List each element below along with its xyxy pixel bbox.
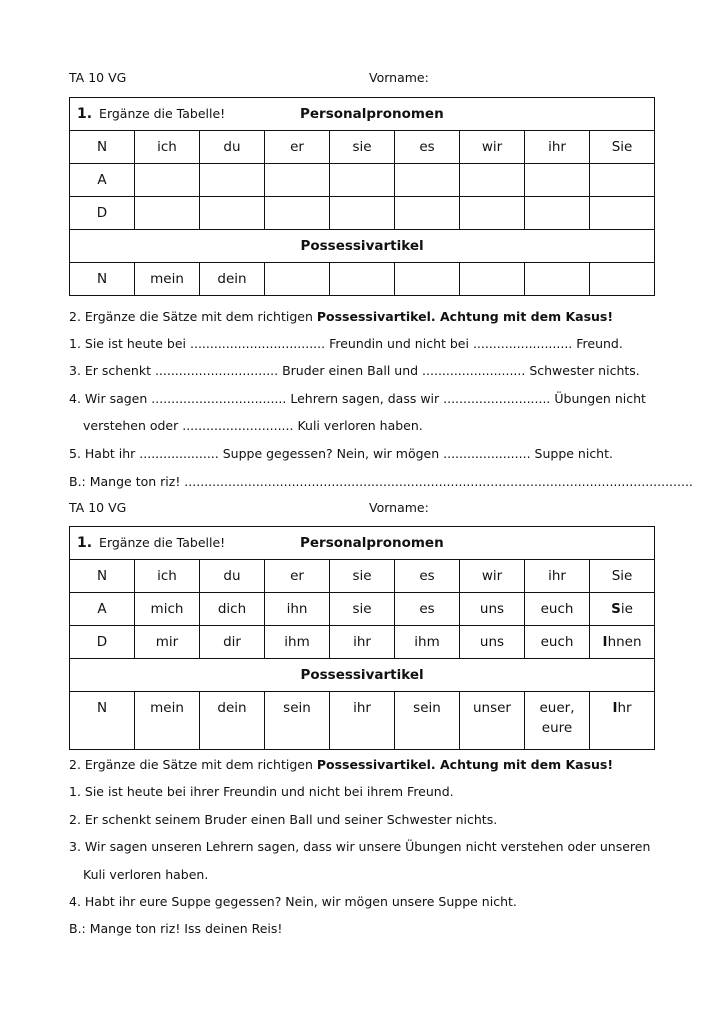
table-cell: unser <box>460 692 525 750</box>
answer-cell[interactable] <box>590 263 655 296</box>
answer-cell[interactable] <box>200 164 265 197</box>
sentence-blank: 5. Habt ihr .................... Suppe gegessen? Nein, wir mögen ...................... Suppe nicht. <box>69 446 613 461</box>
table-heading: Personalpronomen <box>300 535 444 551</box>
table-cell-formal: Ihnen <box>590 626 655 659</box>
sentence-solution: 1. Sie ist heute bei ihrer Freundin und nicht bei ihrem Freund. <box>69 784 454 799</box>
table-cell: ihr <box>525 131 590 164</box>
table-cell: sein <box>395 692 460 750</box>
table-cell: uns <box>460 593 525 626</box>
table-cell: mir <box>135 626 200 659</box>
table-row-nominative <box>70 131 655 164</box>
table-cell: er <box>265 560 330 593</box>
table-cell: sie <box>330 560 395 593</box>
answer-cell[interactable] <box>590 164 655 197</box>
capital-letter: S <box>611 601 621 617</box>
table-cell: sie <box>330 593 395 626</box>
table-cell: wir <box>460 131 525 164</box>
exercise-instruction: Ergänze die Tabelle! <box>99 535 226 550</box>
table-cell: es <box>395 593 460 626</box>
cell-line: eure <box>541 720 573 736</box>
sentence-solution: 2. Er schenkt seinem Bruder einen Ball und seiner Schwester nichts. <box>69 812 498 827</box>
answer-cell[interactable] <box>265 197 330 230</box>
instruction-bold-text: Possessivartikel. Achtung mit dem Kasus! <box>316 757 614 772</box>
table-cell: ich <box>135 131 200 164</box>
table-cell: N <box>70 560 135 593</box>
table-cell: ihr <box>330 692 395 750</box>
answer-cell[interactable] <box>460 197 525 230</box>
table-cell: Sie <box>590 131 655 164</box>
row-label: A <box>70 593 135 626</box>
exercise2-instruction <box>69 309 613 324</box>
sentence-blank-continued: verstehen oder ............................ Kuli verloren haben. <box>83 418 423 433</box>
table-cell: mich <box>135 593 200 626</box>
table-row-dative <box>70 626 655 659</box>
table-title-row <box>70 98 655 131</box>
section-heading-possessive: Possessivartikel <box>70 659 655 692</box>
table-cell: dir <box>200 626 265 659</box>
instruction-text: 2. Ergänze die Sätze mit dem richtigen <box>69 757 317 772</box>
table-cell: es <box>395 131 460 164</box>
answer-cell[interactable] <box>330 263 395 296</box>
table-cell: sein <box>265 692 330 750</box>
table-cell: dein <box>200 263 265 296</box>
answer-cell[interactable] <box>395 197 460 230</box>
instruction-text: 2. Ergänze die Sätze mit dem richtigen <box>69 309 317 324</box>
table-cell-euer <box>525 692 590 750</box>
answer-cell[interactable] <box>135 197 200 230</box>
row-label: D <box>70 626 135 659</box>
answer-cell[interactable] <box>200 197 265 230</box>
table-section-row <box>70 659 655 692</box>
answer-cell[interactable] <box>395 164 460 197</box>
answer-cell[interactable] <box>330 197 395 230</box>
table-cell: ihm <box>395 626 460 659</box>
table-row-accusative <box>70 593 655 626</box>
sentence-blank: 4. Wir sagen .................................. Lehrern sagen, dass wir ........................... Übungen nicht <box>69 391 646 406</box>
table-cell: uns <box>460 626 525 659</box>
answer-cell[interactable] <box>525 263 590 296</box>
table-section-row <box>70 230 655 263</box>
header-firstname-label: Vorname: <box>369 500 429 515</box>
row-label: A <box>70 164 135 197</box>
table-cell: es <box>395 560 460 593</box>
pronoun-table-blank <box>69 97 655 296</box>
table-cell: er <box>265 131 330 164</box>
table-cell: Sie <box>590 560 655 593</box>
table-title-row <box>70 527 655 560</box>
sentence-solution: B.: Mange ton riz! Iss deinen Reis! <box>69 921 283 936</box>
answer-cell[interactable] <box>395 263 460 296</box>
table-cell: euch <box>525 593 590 626</box>
table-cell: mein <box>135 263 200 296</box>
answer-cell[interactable] <box>265 164 330 197</box>
sentence-blank: 1. Sie ist heute bei .................................. Freundin und nicht bei ......................... Freund. <box>69 336 623 351</box>
pronoun-table-solution <box>69 526 655 750</box>
table-cell-formal: Ihr <box>590 692 655 750</box>
table-cell: ihr <box>525 560 590 593</box>
sentence-blank: B.: Mange ton riz! ................................................................................................................................ <box>69 474 693 489</box>
table-row-dative <box>70 197 655 230</box>
instruction-bold-text: Possessivartikel. Achtung mit dem Kasus! <box>316 309 614 324</box>
table-cell: dich <box>200 593 265 626</box>
table-cell: mein <box>135 692 200 750</box>
capital-letter: I <box>602 634 608 650</box>
table-cell: du <box>200 560 265 593</box>
answer-cell[interactable] <box>460 164 525 197</box>
table-heading: Personalpronomen <box>300 106 444 122</box>
capital-letter: I <box>612 700 618 716</box>
answer-cell[interactable] <box>460 263 525 296</box>
table-row-possessive <box>70 692 655 750</box>
table-cell: wir <box>460 560 525 593</box>
table-cell: euch <box>525 626 590 659</box>
exercise-instruction: Ergänze die Tabelle! <box>99 106 226 121</box>
row-label: N <box>70 692 135 750</box>
section-heading-possessive: Possessivartikel <box>70 230 655 263</box>
table-row-nominative <box>70 560 655 593</box>
table-cell: ihr <box>330 626 395 659</box>
exercise-number: 1. <box>77 535 93 551</box>
table-cell-formal: Sie <box>590 593 655 626</box>
answer-cell[interactable] <box>135 164 200 197</box>
table-row-possessive <box>70 263 655 296</box>
exercise-number: 1. <box>77 106 93 122</box>
answer-cell[interactable] <box>265 263 330 296</box>
answer-cell[interactable] <box>525 164 590 197</box>
table-row-accusative <box>70 164 655 197</box>
answer-cell[interactable] <box>330 164 395 197</box>
table-cell: dein <box>200 692 265 750</box>
sentence-solution: 3. Wir sagen unseren Lehrern sagen, dass wir unsere Übungen nicht verstehen oder unseren <box>69 839 651 854</box>
table-cell: du <box>200 131 265 164</box>
row-label: N <box>70 263 135 296</box>
table-cell: ich <box>135 560 200 593</box>
exercise2-instruction <box>69 757 613 772</box>
row-label: D <box>70 197 135 230</box>
answer-cell[interactable] <box>525 197 590 230</box>
table-cell: N <box>70 131 135 164</box>
table-cell: ihm <box>265 626 330 659</box>
sentence-solution: 4. Habt ihr eure Suppe gegessen? Nein, wir mögen unsere Suppe nicht. <box>69 894 517 909</box>
table-cell: ihn <box>265 593 330 626</box>
header-course: TA 10 VG <box>69 70 127 85</box>
cell-line: euer, <box>539 700 575 716</box>
sentence-solution-continued: Kuli verloren haben. <box>83 867 209 882</box>
header-course: TA 10 VG <box>69 500 127 515</box>
answer-cell[interactable] <box>590 197 655 230</box>
table-cell: sie <box>330 131 395 164</box>
sentence-blank: 3. Er schenkt ............................... Bruder einen Ball und .......................... Schwester nichts. <box>69 363 640 378</box>
header-firstname-label: Vorname: <box>369 70 429 85</box>
